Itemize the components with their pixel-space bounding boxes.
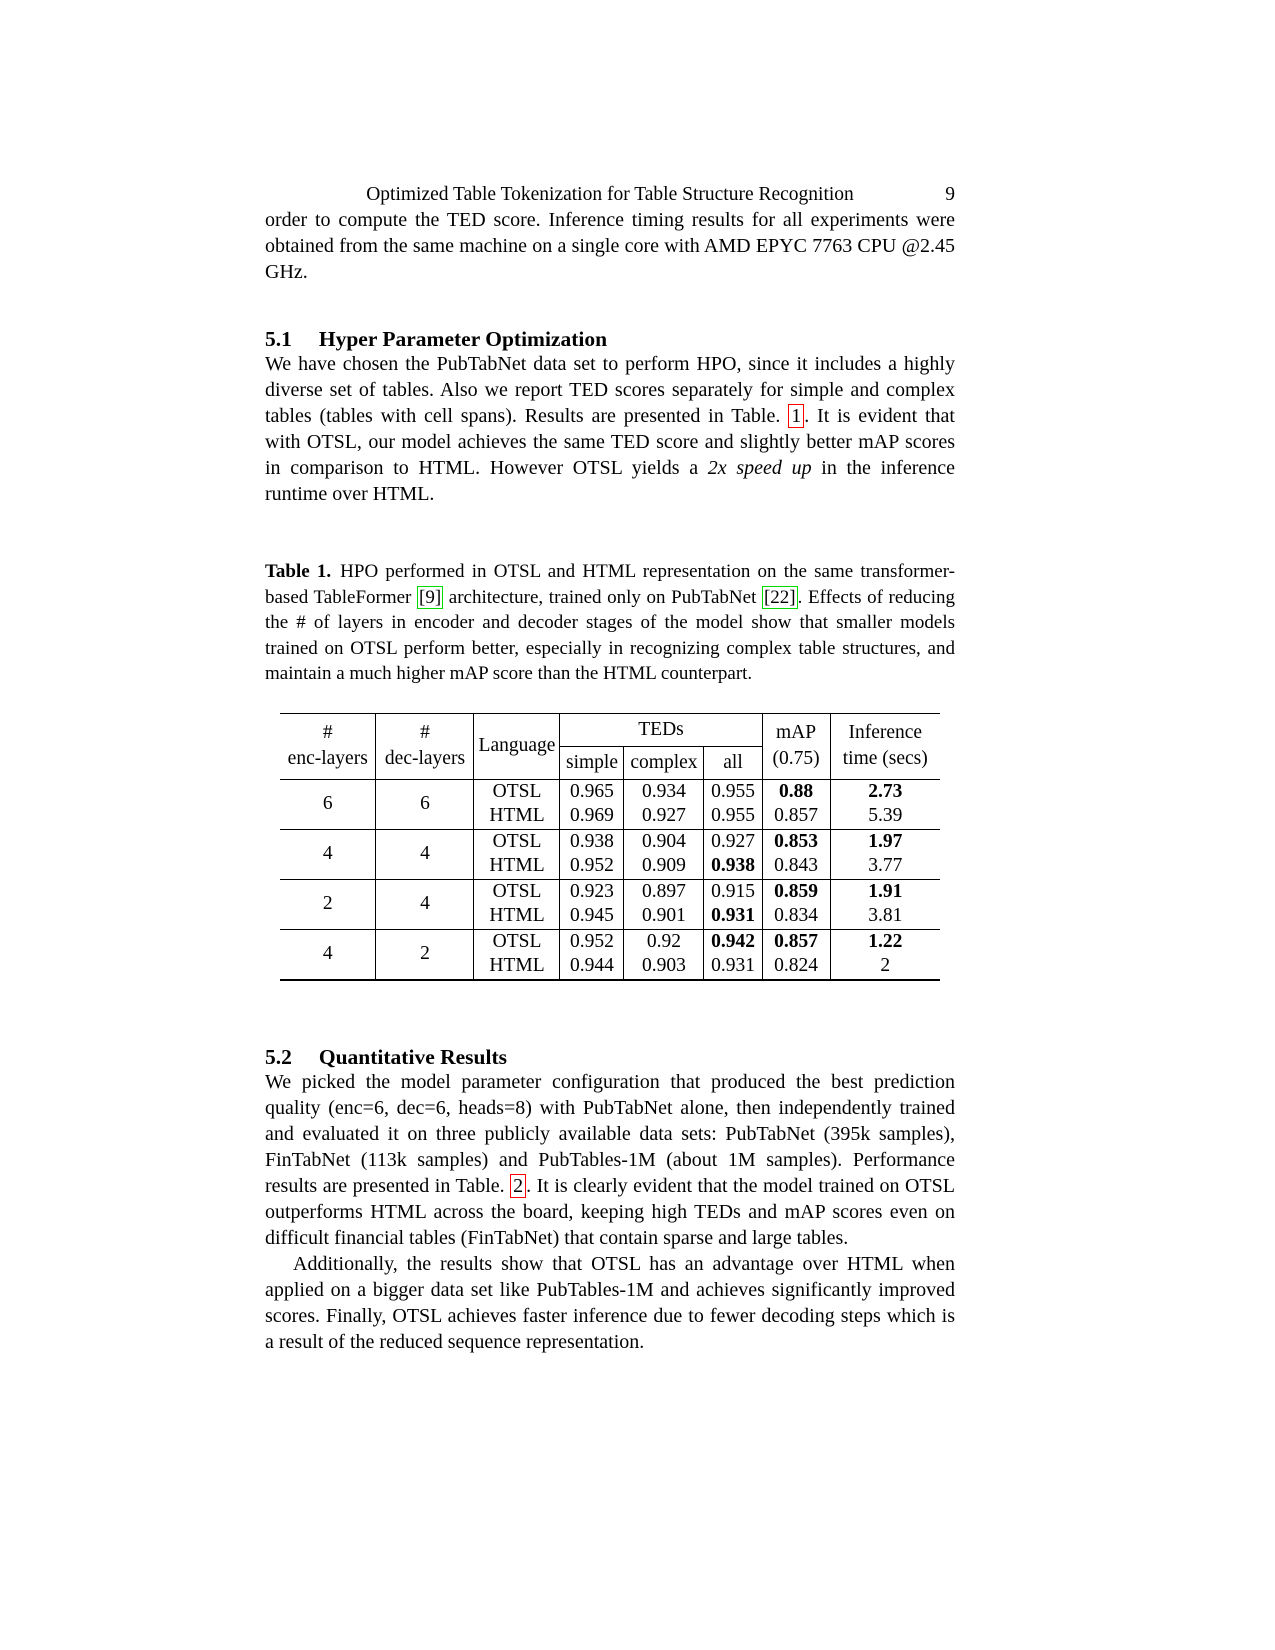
- dec-layers-cell: 2: [376, 929, 474, 980]
- cell-time: 3.81: [830, 904, 940, 929]
- cell-complex: 0.92: [624, 929, 704, 954]
- cell-time: 1.97: [830, 829, 940, 854]
- cell-complex: 0.909: [624, 854, 704, 879]
- header-teds-all: all: [704, 746, 762, 779]
- cell-time: 1.22: [830, 929, 940, 954]
- cell-lang: HTML: [474, 804, 560, 829]
- text-segment: . Effects of reducing the # of layers in encoder and decoder stages of the model show that smaller models trained on OTSL perform better, especially in recognizing complex table structures, and maintain a much higher mAP score than the HTML counterpart.: [265, 586, 955, 684]
- cell-time: 2.73: [830, 779, 940, 804]
- cell-simple: 0.945: [560, 904, 624, 929]
- text-column: [265, 0, 955, 1355]
- header-teds: TEDs: [560, 713, 762, 746]
- cell-simple: 0.944: [560, 954, 624, 980]
- cell-simple: 0.952: [560, 854, 624, 879]
- dec-layers-cell: 4: [376, 829, 474, 879]
- page-number: 9: [945, 184, 955, 205]
- cell-simple: 0.923: [560, 879, 624, 904]
- text-segment: HPO performed in OTSL and HTML representation on the same transformer-based TableFormer: [265, 561, 955, 608]
- citation-link[interactable]: [22]: [763, 586, 796, 608]
- section-5-1-title: Hyper Parameter Optimization: [318, 327, 608, 351]
- table-header: [280, 713, 940, 779]
- results-table: [280, 713, 940, 981]
- section-5-2-paragraph-2: [265, 1251, 955, 1355]
- cell-all: 0.931: [704, 904, 762, 929]
- cell-map: 0.857: [762, 929, 830, 954]
- cell-complex: 0.927: [624, 804, 704, 829]
- text-segment: order to compute the TED score. Inference timing results for all experiments were obtained from the same machine on a single core with AMD EPYC 7763 CPU @2.45 GHz.: [265, 209, 955, 283]
- enc-layers-cell: 2: [280, 879, 376, 929]
- cell-map: 0.853: [762, 829, 830, 854]
- dec-layers-cell: 4: [376, 879, 474, 929]
- text-segment: We have chosen the PubTabNet data set to perform HPO, since it includes a highly diverse set of tables. Also we report TED scores separately for simple and complex tables (tables with cell spans). Results are presented in Table.: [265, 353, 955, 427]
- cell-simple: 0.938: [560, 829, 624, 854]
- cell-time: 3.77: [830, 854, 940, 879]
- text-segment: We picked the model parameter configuration that produced the best prediction quality (enc=6, dec=6, heads=8) with PubTabNet alone, then independently trained and evaluated it on three publicly available data sets: PubTabNet (395k samples), FinTabNet (113k samples) and PubTables-1M (about 1M samples). Performance results are presented in Table.: [265, 1070, 955, 1197]
- running-title: Optimized Table Tokenization for Table Structure Recognition: [366, 184, 854, 205]
- table-row: [280, 779, 940, 804]
- cell-map: 0.857: [762, 804, 830, 829]
- text-segment: Additionally, the results show that OTSL has an advantage over HTML when applied on a bigger data set like PubTables-1M and achieves significantly improved scores. Finally, OTSL achieves faster inference due to fewer decoding steps which is a result of the reduced sequence representation.: [265, 1252, 955, 1353]
- cell-map: 0.859: [762, 879, 830, 904]
- cell-lang: HTML: [474, 854, 560, 879]
- cell-all: 0.915: [704, 879, 762, 904]
- table-row: [280, 879, 940, 904]
- text-segment: architecture, trained only on PubTabNet: [443, 586, 762, 608]
- section-5-2-title: Quantitative Results: [318, 1044, 507, 1069]
- cell-complex: 0.897: [624, 879, 704, 904]
- section-5-1-body: [265, 351, 955, 507]
- enc-layers-cell: 6: [280, 779, 376, 829]
- text-segment: . It is evident that with OTSL, our model achieves the same TED score and slightly better mAP scores in comparison to HTML. However OTSL yields a: [265, 405, 955, 479]
- section-5-1-number: 5.1: [265, 327, 292, 351]
- section-5-2-heading: [265, 1045, 955, 1069]
- enc-layers-cell: 4: [280, 929, 376, 980]
- cell-all: 0.938: [704, 854, 762, 879]
- cell-lang: OTSL: [474, 779, 560, 804]
- cell-map: 0.834: [762, 904, 830, 929]
- header-enc-layers: # enc-layers: [280, 713, 376, 779]
- section-5-1-heading: [265, 327, 955, 351]
- table-reference-link[interactable]: 1: [788, 404, 804, 428]
- cell-simple: 0.952: [560, 929, 624, 954]
- citation-link[interactable]: [9]: [419, 586, 442, 608]
- section-5-2-number: 5.2: [265, 1044, 292, 1069]
- cell-time: 5.39: [830, 804, 940, 829]
- table-row: [280, 829, 940, 854]
- header-teds-simple: simple: [560, 746, 624, 779]
- enc-layers-cell: 4: [280, 829, 376, 879]
- table-body: [280, 779, 940, 980]
- table-reference-link[interactable]: 2: [510, 1174, 526, 1198]
- table-row: [280, 929, 940, 954]
- paragraph-intro: [265, 207, 955, 285]
- text-segment: . It is clearly evident that the model trained on OTSL outperforms HTML across the board, keeping high TEDs and mAP scores even on difficult financial tables (FinTabNet) that contain sparse and large tables.: [265, 1174, 955, 1249]
- cell-map: 0.843: [762, 854, 830, 879]
- cell-lang: HTML: [474, 904, 560, 929]
- text-segment: 2x speed up: [707, 457, 812, 479]
- header-teds-complex: complex: [624, 746, 704, 779]
- cell-all: 0.927: [704, 829, 762, 854]
- cell-lang: OTSL: [474, 829, 560, 854]
- cell-all: 0.955: [704, 779, 762, 804]
- cell-complex: 0.934: [624, 779, 704, 804]
- section-5-2-paragraph-1: [265, 1069, 955, 1251]
- cell-complex: 0.903: [624, 954, 704, 980]
- cell-simple: 0.969: [560, 804, 624, 829]
- text-segment: Table 1.: [265, 561, 332, 582]
- header-dec-layers: # dec-layers: [376, 713, 474, 779]
- running-head: [265, 183, 955, 207]
- header-inference-time: Inference time (secs): [830, 713, 940, 779]
- cell-lang: OTSL: [474, 879, 560, 904]
- table-1-caption: [265, 559, 955, 687]
- cell-complex: 0.904: [624, 829, 704, 854]
- cell-lang: OTSL: [474, 929, 560, 954]
- text-segment: in the inference runtime over HTML.: [265, 457, 956, 505]
- cell-map: 0.824: [762, 954, 830, 980]
- header-map: mAP (0.75): [762, 713, 830, 779]
- cell-time: 2: [830, 954, 940, 980]
- cell-lang: HTML: [474, 954, 560, 980]
- header-language: Language: [474, 713, 560, 779]
- cell-all: 0.931: [704, 954, 762, 980]
- cell-simple: 0.965: [560, 779, 624, 804]
- cell-complex: 0.901: [624, 904, 704, 929]
- cell-all: 0.955: [704, 804, 762, 829]
- cell-map: 0.88: [762, 779, 830, 804]
- cell-all: 0.942: [704, 929, 762, 954]
- dec-layers-cell: 6: [376, 779, 474, 829]
- cell-time: 1.91: [830, 879, 940, 904]
